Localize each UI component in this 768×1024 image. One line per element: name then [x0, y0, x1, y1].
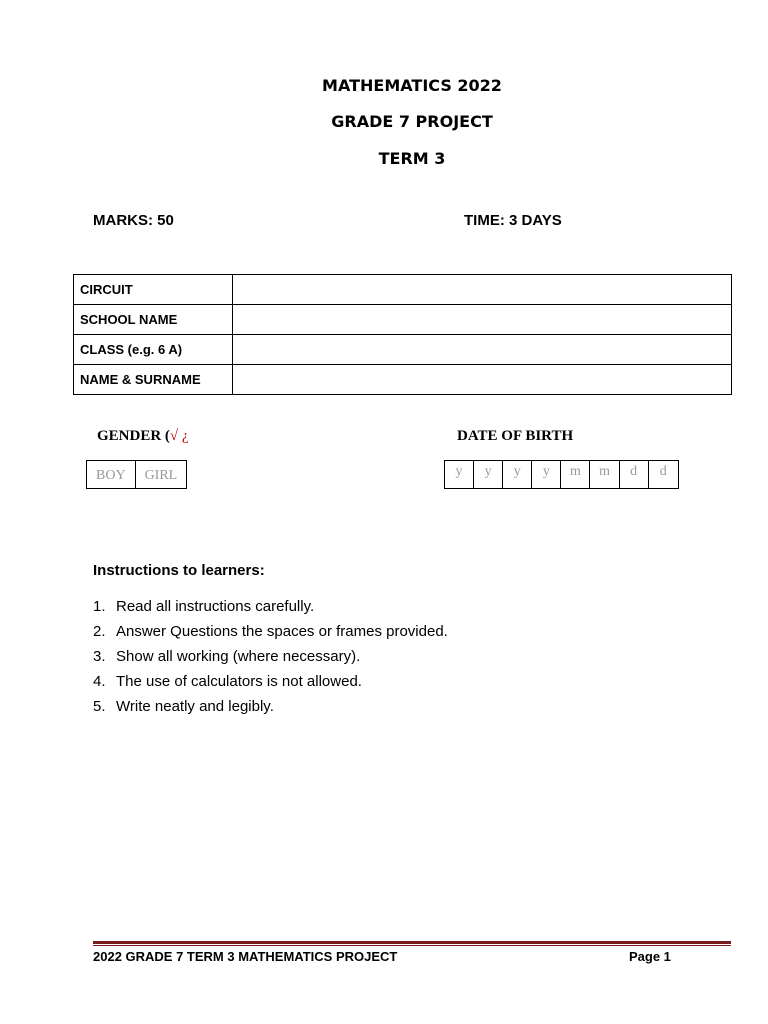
date-of-birth-label: DATE OF BIRTH	[457, 428, 574, 444]
table-row	[74, 305, 732, 335]
learner-info-table	[73, 274, 732, 395]
item-text: Read all instructions carefully.	[116, 598, 315, 615]
item-number: 1.	[93, 598, 106, 615]
footer-text: 2022 GRADE 7 TERM 3 MATHEMATICS PROJECT	[93, 949, 398, 964]
name-surname-field[interactable]	[233, 365, 732, 395]
item-text: Write neatly and legibly.	[116, 698, 274, 715]
marks-label: MARKS: 50	[93, 212, 174, 229]
class-field[interactable]	[233, 335, 732, 365]
dob-month-cell[interactable]: m	[561, 461, 590, 488]
list-item	[93, 622, 448, 647]
item-number: 3.	[93, 648, 106, 665]
item-number: 2.	[93, 623, 106, 640]
dob-year-cell[interactable]: y	[532, 461, 561, 488]
document-title: MATHEMATICS 2022	[322, 76, 502, 95]
list-item	[93, 672, 448, 697]
table-row	[74, 365, 732, 395]
list-item	[93, 697, 448, 722]
class-label: CLASS (e.g. 6 A)	[74, 335, 233, 365]
school-name-field[interactable]	[233, 305, 732, 335]
page-number: Page 1	[629, 949, 671, 964]
item-text: Answer Questions the spaces or frames provided.	[116, 623, 448, 640]
dob-day-cell[interactable]: d	[620, 461, 649, 488]
dob-year-cell[interactable]: y	[503, 461, 532, 488]
document-term: TERM 3	[378, 149, 446, 168]
dob-month-cell[interactable]: m	[590, 461, 619, 488]
tick-mark-icon: √ ¿	[169, 428, 189, 444]
dob-day-cell[interactable]: d	[659, 464, 667, 479]
gender-label	[97, 428, 189, 445]
document-subtitle: GRADE 7 PROJECT	[331, 112, 493, 131]
item-text: Show all working (where necessary).	[116, 648, 361, 665]
time-label: TIME: 3 DAYS	[464, 212, 562, 229]
table-row	[74, 275, 732, 305]
date-of-birth-boxes	[444, 460, 679, 489]
table-row	[74, 335, 732, 365]
instructions-list	[93, 597, 448, 722]
gender-label-text: GENDER (	[97, 428, 170, 444]
footer-rule	[93, 941, 731, 946]
name-surname-label: NAME & SURNAME	[74, 365, 233, 395]
gender-option-boy[interactable]: BOY	[87, 461, 136, 488]
dob-year-cell[interactable]: y	[445, 461, 474, 488]
instructions-heading: Instructions to learners:	[93, 562, 265, 579]
item-text: The use of calculators is not allowed.	[116, 673, 362, 690]
item-number: 4.	[93, 673, 106, 690]
school-name-label: SCHOOL NAME	[74, 305, 233, 335]
circuit-field[interactable]	[233, 275, 732, 305]
gender-option-girl[interactable]: GIRL	[144, 468, 178, 483]
gender-boxes	[86, 460, 187, 489]
list-item	[93, 647, 448, 672]
list-item	[93, 597, 448, 622]
footer-rule-thin	[93, 945, 731, 946]
dob-year-cell[interactable]: y	[474, 461, 503, 488]
item-number: 5.	[93, 698, 106, 715]
circuit-label: CIRCUIT	[74, 275, 233, 305]
